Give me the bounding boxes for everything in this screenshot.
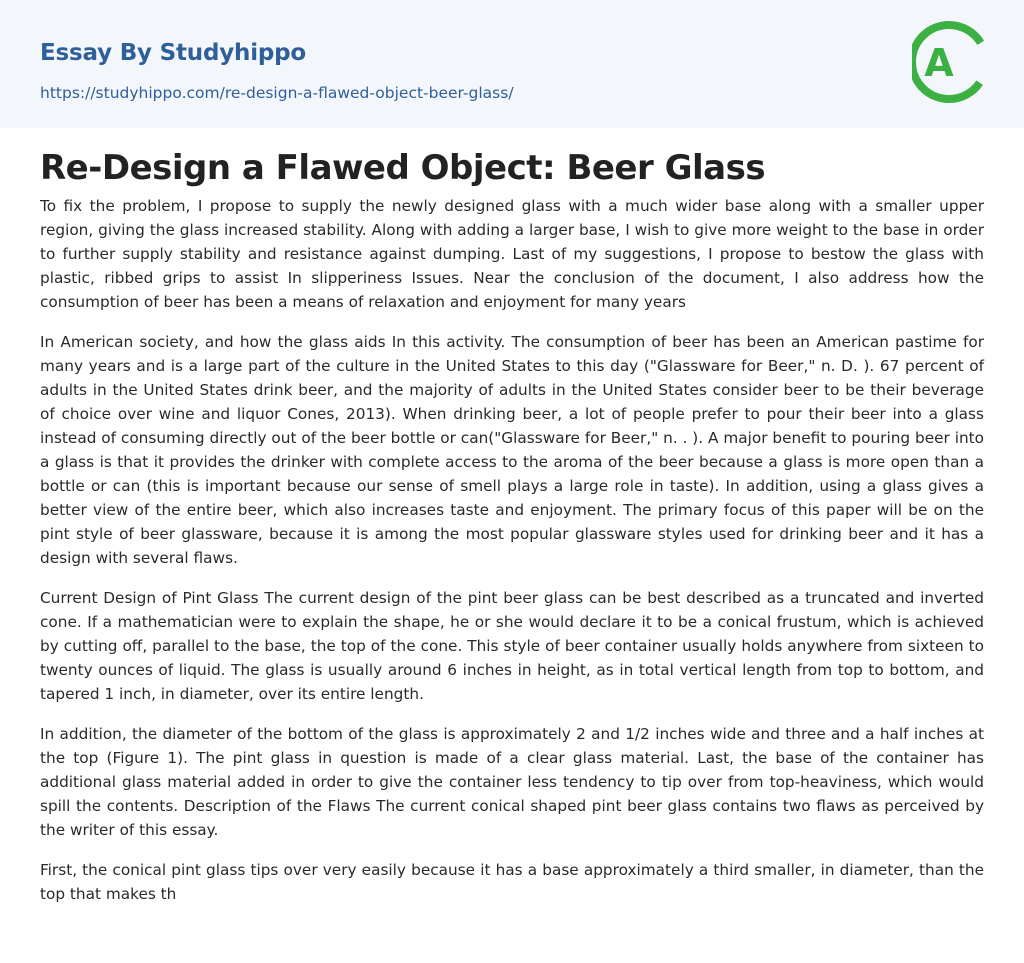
- essay-url-link[interactable]: https://studyhippo.com/re-design-a-flawed-object-beer-glass/: [40, 84, 514, 102]
- article-paragraph: In addition, the diameter of the bottom of the glass is approximately 2 and 1/2 inches wide and three and a half inches at the top (Figure 1). The pint glass in question is made of a clear glass material. Last, the base of the container has additional glass material added in order to give the container less tendency to tip over from top-heaviness, which would spill the contents. Description of the Flaws The current conical shaped pint beer glass contains two flaws as perceived by the writer of this essay.: [40, 725, 984, 839]
- article-paragraph: Current Design of Pint Glass The current design of the pint beer glass can be best described as a truncated and inverted cone. If a mathematician were to explain the shape, he or she would declare it to be a conical frustum, which is achieved by cutting off, parallel to the base, the top of the cone. This style of beer container usually holds anywhere from sixteen to twenty ounces of liquid. The glass is usually around 6 inches in height, as in total vertical length from top to bottom, and tapered 1 inch, in diameter, over its entire length.: [40, 589, 984, 703]
- studyhippo-logo-icon[interactable]: [912, 19, 986, 105]
- article-title: Re-Design a Flawed Object: Beer Glass: [40, 148, 766, 188]
- site-header: [0, 0, 1024, 128]
- article-paragraph: To fix the problem, I propose to supply the newly designed glass with a much wider base along with a smaller upper region, giving the glass increased stability. Along with adding a larger base, I wish to give more weight to the base in order to further supply stability and resistance against dumping. Last of my suggestions, I propose to bestow the glass with plastic, ribbed grips to assist In slipperiness Issues. Near the conclusion of the document, I also address how the consumption of beer has been a means of relaxation and enjoyment for many years: [40, 197, 984, 311]
- article-body: [40, 194, 984, 922]
- site-brand-title[interactable]: Essay By Studyhippo: [40, 40, 307, 66]
- article-paragraph: First, the conical pint glass tips over very easily because it has a base approximately a third smaller, in diameter, than the top that makes th: [40, 861, 984, 903]
- logo-letter: A: [924, 41, 954, 85]
- article-paragraph: In American society, and how the glass aids In this activity. The consumption of beer has been an American pastime for many years and is a large part of the culture in the United States to this day ("Glassware for Beer," n. D. ). 67 percent of adults in the United States drink beer, and the majority of adults in the United States consider beer to be their beverage of choice over wine and liquor Cones, 2013). When drinking beer, a lot of people prefer to pour their beer into a glass instead of consuming directly out of the beer bottle or can("Glassware for Beer," n. . ). A major benefit to pouring beer into a glass is that it provides the drinker with complete access to the aroma of the beer because a glass is more open than a bottle or can (this is important because our sense of smell plays a large role in taste). In addition, using a glass gives a better view of the entire beer, which also increases taste and enjoyment. The primary focus of this paper will be on the pint style of beer glassware, because it is among the most popular glassware styles used for drinking beer and it has a design with several flaws.: [40, 333, 984, 567]
